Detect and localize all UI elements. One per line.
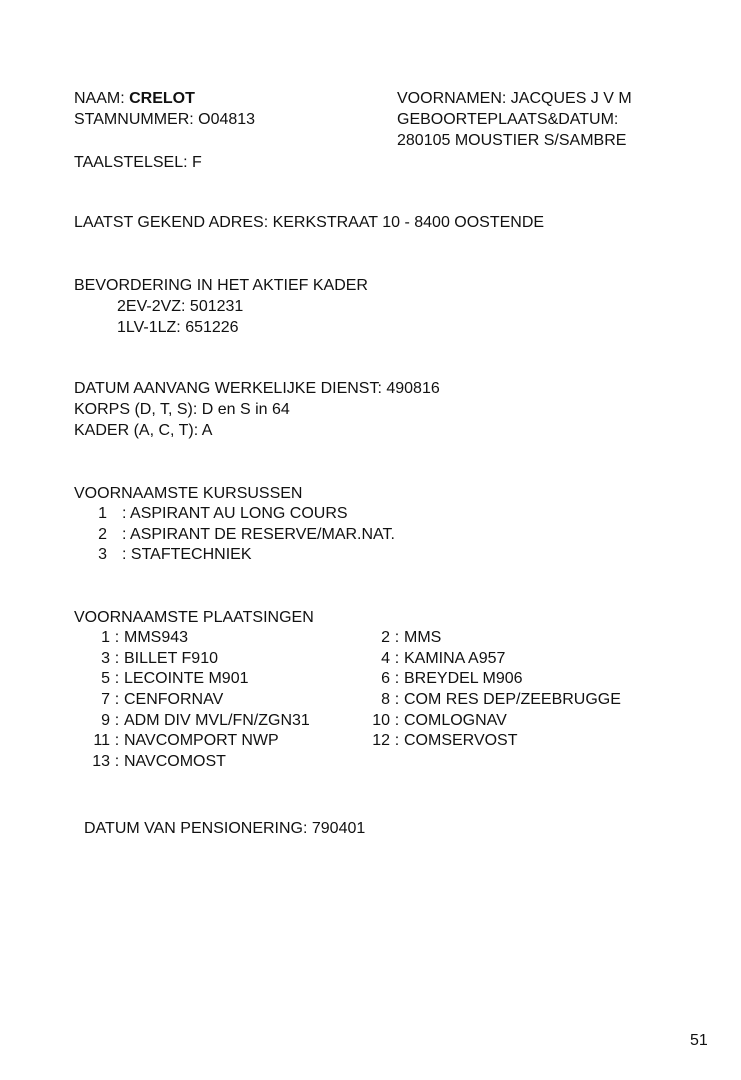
birth-place-date: 280105 MOUSTIER S/SAMBRE [397, 132, 627, 149]
corps: KORPS (D, T, S): D en S in 64 [74, 401, 290, 418]
first-names: VOORNAMEN: JACQUES J V M [397, 90, 632, 107]
course-number: 3 [98, 546, 107, 564]
placement-name: COM RES DEP/ZEEBRUGGE [404, 691, 621, 709]
placement-number: 6 [381, 670, 390, 688]
page-number: 51 [690, 1032, 708, 1049]
placement-name: BREYDEL M906 [404, 670, 523, 688]
placement-number: 7 [101, 691, 110, 709]
placements-left-column [84, 628, 310, 773]
service-number: STAMNUMMER: O04813 [74, 111, 256, 128]
placement-number: 13 [92, 753, 110, 771]
name-line [74, 88, 195, 109]
placement-number: 5 [101, 670, 110, 688]
placement-item: 6 : BREYDEL M906 [364, 669, 621, 690]
placement-item: 7 : CENFORNAV [84, 690, 310, 711]
promotion-entry: 2EV-2VZ: 501231 [117, 298, 244, 315]
placement-item: 10 : COMLOGNAV [364, 711, 621, 732]
placement-name: MMS [404, 629, 442, 646]
placement-item: 1 : MMS943 [84, 628, 310, 649]
promotions-section [74, 275, 368, 338]
placement-name: CENFORNAV [124, 691, 224, 709]
placement-item: 8 : COM RES DEP/ZEEBRUGGE [364, 690, 621, 711]
placement-number: 8 [381, 691, 390, 709]
language-system: TAALSTELSEL: F [74, 154, 202, 171]
promotions-title: BEVORDERING IN HET AKTIEF KADER [74, 277, 368, 294]
placement-number: 1 [101, 629, 110, 646]
course-item: 2 : ASPIRANT DE RESERVE/MAR.NAT. [74, 525, 395, 546]
promotion-entry: 1LV-1LZ: 651226 [117, 319, 239, 336]
placement-item: 3 : BILLET F910 [84, 649, 310, 670]
birth-label: GEBOORTEPLAATS&DATUM: [397, 111, 619, 128]
courses-section [74, 483, 395, 566]
surname: CRELOT [129, 90, 195, 107]
placement-number: 10 [372, 711, 390, 729]
course-number: 2 [98, 525, 107, 543]
course-number: 1 [98, 505, 107, 522]
retirement-date: DATUM VAN PENSIONERING: 790401 [84, 820, 366, 837]
service-start-date: DATUM AANVANG WERKELIJKE DIENST: 490816 [74, 380, 440, 397]
placement-name: LECOINTE M901 [124, 670, 249, 688]
last-known-address: LAATST GEKEND ADRES: KERKSTRAAT 10 - 8400 OOSTENDE [74, 214, 545, 231]
course-name: ASPIRANT AU LONG COURS [130, 505, 348, 522]
placement-number: 2 [381, 629, 390, 646]
placement-name: COMLOGNAV [404, 711, 507, 729]
course-item: 1 : ASPIRANT AU LONG COURS [74, 504, 395, 525]
placement-number: 12 [372, 732, 390, 750]
course-item: 3 : STAFTECHNIEK [74, 545, 395, 566]
placement-name: NAVCOMPORT NWP [124, 732, 279, 750]
placement-item: 2 : MMS [364, 628, 621, 649]
placements-title: VOORNAAMSTE PLAATSINGEN [74, 609, 314, 626]
placement-name: BILLET F910 [124, 649, 218, 667]
placement-item: 9 : ADM DIV MVL/FN/ZGN31 [84, 711, 310, 732]
placement-item: 4 : KAMINA A957 [364, 649, 621, 670]
course-name: STAFTECHNIEK [130, 546, 252, 564]
placement-number: 11 [93, 732, 110, 750]
placement-item: 12 : COMSERVOST [364, 731, 621, 752]
placement-number: 9 [101, 711, 110, 729]
placement-name: COMSERVOST [404, 732, 518, 750]
placement-name: ADM DIV MVL/FN/ZGN31 [124, 711, 310, 729]
course-name: ASPIRANT DE RESERVE/MAR.NAT. [130, 525, 395, 543]
name-label: NAAM: [74, 90, 125, 107]
placement-item: 13 : NAVCOMOST [84, 752, 310, 773]
placement-item: 11 : NAVCOMPORT NWP [84, 731, 310, 752]
cadre: KADER (A, C, T): A [74, 422, 213, 439]
placement-name: KAMINA A957 [404, 649, 506, 667]
placement-name: MMS943 [124, 629, 189, 646]
placements-right-column [364, 628, 621, 752]
placement-item: 5 : LECOINTE M901 [84, 669, 310, 690]
placement-number: 4 [381, 649, 390, 667]
service-section [74, 378, 440, 441]
courses-title: VOORNAAMSTE KURSUSSEN [74, 485, 303, 502]
placement-number: 3 [101, 649, 110, 667]
placement-name: NAVCOMOST [124, 753, 226, 771]
